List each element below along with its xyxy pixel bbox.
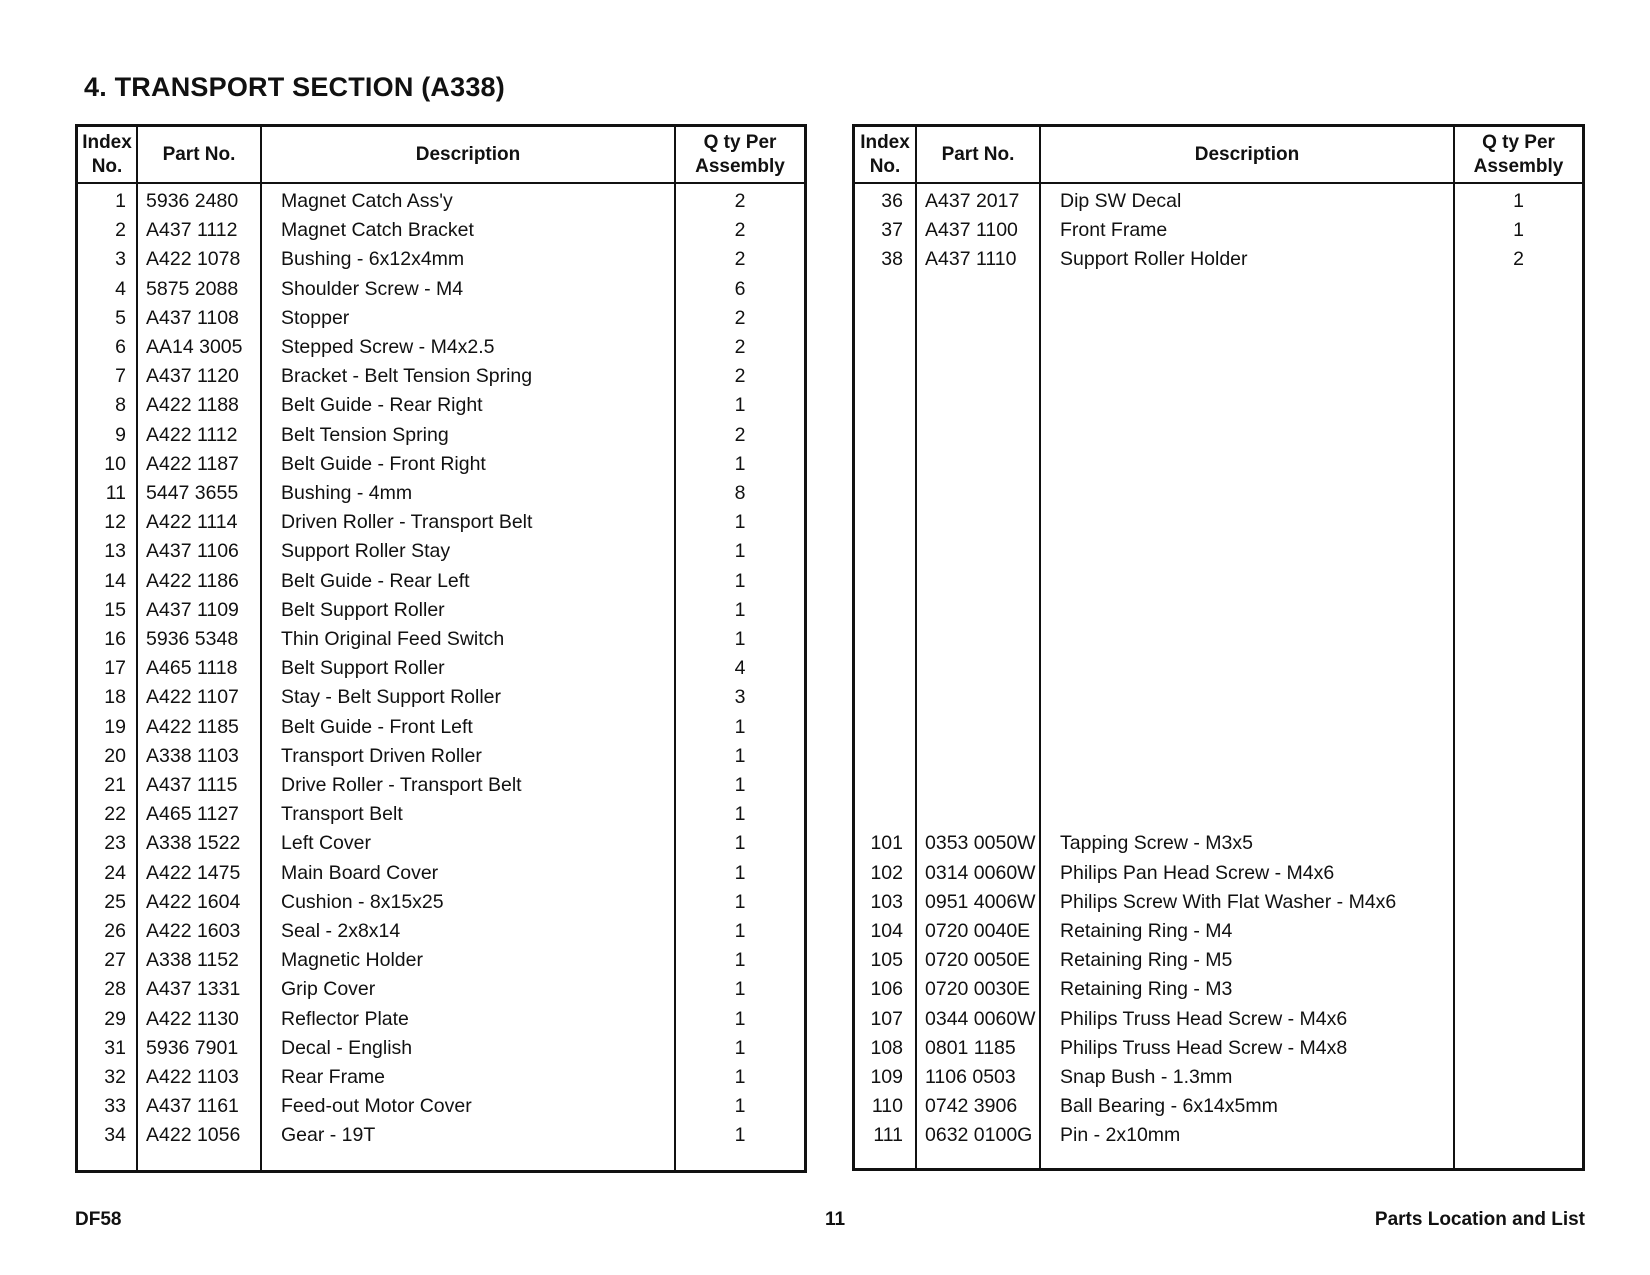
part-no-cell: AA14 3005	[146, 336, 243, 358]
table-row	[78, 625, 804, 654]
part-no-cell: 5936 2480	[146, 190, 239, 212]
header-index: Index No.	[82, 131, 132, 177]
part-no-cell: 0801 1185	[925, 1036, 1016, 1059]
part-no-cell: 0353 0050W	[925, 832, 1036, 855]
table-row	[855, 946, 1582, 975]
part-no-cell: 5447 3655	[146, 482, 239, 504]
index-cell: 5	[115, 306, 126, 329]
parts-table-left	[75, 124, 807, 1173]
part-no-cell: A338 1103	[146, 744, 239, 767]
description-cell: Transport Belt	[281, 803, 403, 826]
index-cell: 15	[104, 598, 126, 621]
part-no-cell: A437 1331	[146, 978, 241, 1001]
part-no-cell: 0720 0040E	[925, 920, 1031, 942]
index-cell: 25	[104, 890, 126, 913]
part-no-cell: A465 1127	[146, 803, 239, 826]
table-row	[78, 450, 804, 479]
description-cell: Philips Screw With Flat Washer - M4x6	[1060, 890, 1397, 913]
qty-cell: 6	[734, 277, 746, 300]
description-cell: Belt Guide - Front Right	[281, 452, 486, 475]
part-no-cell: 0632 0100G	[925, 1124, 1033, 1147]
table-row	[78, 800, 804, 829]
index-cell: 27	[104, 949, 126, 972]
description-cell: Bracket - Belt Tension Spring	[281, 365, 533, 388]
qty-cell: 2	[734, 365, 746, 388]
index-cell: 108	[870, 1036, 903, 1059]
description-cell: Cushion - 8x15x25	[281, 890, 444, 913]
description-cell: Belt Support Roller	[281, 598, 445, 621]
footer-section: Parts Location and List	[1374, 1209, 1585, 1230]
qty-cell: 1	[734, 1124, 746, 1147]
index-cell: 11	[105, 482, 126, 504]
table-row	[78, 245, 804, 274]
description-cell: Dip SW Decal	[1060, 190, 1182, 212]
table-row	[78, 1063, 804, 1092]
description-cell: Main Board Cover	[281, 861, 439, 884]
description-cell: Rear Frame	[281, 1066, 386, 1088]
part-no-cell: A437 2017	[925, 190, 1020, 212]
description-cell: Ball Bearing - 6x14x5mm	[1060, 1095, 1278, 1118]
qty-cell: 1	[1513, 190, 1524, 212]
description-cell: Stepped Screw - M4x2.5	[281, 336, 495, 358]
qty-cell: 1	[734, 920, 746, 942]
qty-cell: 1	[1513, 219, 1524, 242]
part-no-cell: A422 1604	[146, 890, 241, 913]
part-no-cell: 0742 3906	[925, 1095, 1018, 1118]
description-cell: Reflector Plate	[281, 1007, 409, 1030]
index-cell: 21	[104, 774, 126, 796]
part-no-cell: A437 1100	[925, 219, 1018, 242]
part-no-cell: A437 1112	[146, 219, 238, 242]
header-qty: Q ty Per Assembly	[1473, 131, 1564, 177]
part-no-cell: A422 1185	[146, 715, 239, 738]
index-cell: 16	[104, 628, 126, 650]
index-cell: 38	[881, 248, 903, 271]
qty-cell: 3	[734, 686, 746, 709]
description-cell: Stopper	[281, 306, 350, 329]
part-no-cell: A422 1056	[146, 1124, 241, 1147]
header-index: Index No.	[860, 131, 910, 177]
index-cell: 22	[104, 803, 126, 826]
index-cell: 107	[870, 1007, 903, 1030]
index-cell: 104	[870, 920, 903, 942]
qty-cell: 1	[734, 1007, 746, 1030]
table-row	[78, 654, 804, 683]
table-row	[78, 479, 804, 508]
table-row	[78, 508, 804, 537]
part-no-cell: A437 1109	[146, 598, 239, 621]
index-cell: 17	[104, 657, 126, 680]
part-no-cell: A437 1110	[925, 248, 1017, 271]
qty-cell: 1	[734, 598, 746, 621]
qty-cell: 1	[734, 540, 746, 563]
table-row	[78, 946, 804, 975]
header-part-no: Part No.	[162, 143, 236, 165]
description-cell: Gear - 19T	[281, 1124, 376, 1147]
table-row	[855, 1121, 1582, 1150]
index-cell: 19	[104, 715, 126, 738]
description-cell: Philips Truss Head Screw - M4x6	[1060, 1007, 1348, 1030]
index-cell: 36	[881, 190, 903, 212]
table-row	[855, 216, 1582, 245]
table-row	[855, 245, 1582, 274]
index-cell: 6	[115, 336, 126, 358]
part-no-cell: 5875 2088	[146, 277, 239, 300]
table-row	[78, 1005, 804, 1034]
table-row	[855, 917, 1582, 946]
table-row	[855, 187, 1582, 216]
qty-cell: 2	[734, 190, 746, 212]
description-cell: Belt Support Roller	[281, 657, 445, 680]
description-cell: Support Roller Holder	[1060, 248, 1248, 271]
description-cell: Belt Guide - Rear Left	[281, 569, 470, 592]
part-no-cell: 0344 0060W	[925, 1007, 1036, 1030]
part-no-cell: 0720 0030E	[925, 978, 1031, 1001]
part-no-cell: A437 1120	[146, 365, 239, 388]
part-no-cell: A422 1187	[146, 452, 239, 475]
part-no-cell: A422 1114	[146, 511, 238, 534]
footer-model: DF58	[75, 1209, 122, 1230]
part-no-cell: A437 1115	[146, 774, 238, 796]
index-cell: 26	[104, 920, 126, 942]
qty-cell: 1	[734, 1095, 746, 1118]
table-row	[855, 888, 1582, 917]
index-cell: 24	[104, 861, 126, 884]
index-cell: 109	[870, 1066, 903, 1088]
table-row	[78, 713, 804, 742]
description-cell: Seal - 2x8x14	[281, 920, 401, 942]
table-row	[78, 216, 804, 245]
description-cell: Transport Driven Roller	[281, 744, 482, 767]
index-cell: 102	[870, 861, 903, 884]
qty-cell: 1	[734, 861, 746, 884]
description-cell: Philips Pan Head Screw - M4x6	[1060, 861, 1335, 884]
index-cell: 110	[871, 1095, 903, 1118]
index-cell: 31	[104, 1036, 126, 1059]
part-no-cell: 1106 0503	[925, 1066, 1016, 1088]
index-cell: 33	[104, 1095, 126, 1118]
part-no-cell: A422 1130	[146, 1007, 239, 1030]
part-no-cell: A338 1522	[146, 832, 241, 855]
table-row	[78, 917, 804, 946]
index-cell: 111	[873, 1124, 903, 1147]
index-cell: 23	[104, 832, 126, 855]
description-cell: Left Cover	[281, 832, 371, 855]
table-row	[855, 1005, 1582, 1034]
index-cell: 9	[115, 423, 126, 446]
part-no-cell: A437 1108	[146, 306, 239, 329]
index-cell: 32	[104, 1066, 126, 1088]
index-cell: 105	[870, 949, 903, 972]
part-no-cell: A338 1152	[146, 949, 239, 972]
description-cell: Feed-out Motor Cover	[281, 1095, 472, 1118]
qty-cell: 1	[734, 1036, 746, 1059]
table-row	[78, 537, 804, 566]
table-row	[78, 742, 804, 771]
qty-cell: 1	[734, 949, 746, 972]
qty-cell: 1	[734, 978, 746, 1001]
table-row	[78, 859, 804, 888]
description-cell: Retaining Ring - M3	[1060, 978, 1233, 1001]
table-row	[78, 771, 804, 800]
part-no-cell: A422 1603	[146, 920, 241, 942]
index-cell: 2	[115, 219, 126, 242]
description-cell: Grip Cover	[281, 978, 376, 1001]
qty-cell: 1	[734, 628, 746, 650]
table-row	[78, 421, 804, 450]
part-no-cell: A422 1103	[146, 1066, 239, 1088]
part-no-cell: A437 1106	[146, 540, 239, 563]
description-cell: Thin Original Feed Switch	[281, 628, 505, 650]
table-row	[855, 975, 1582, 1004]
qty-cell: 4	[734, 657, 746, 680]
qty-cell: 1	[734, 394, 746, 417]
header-divider	[78, 182, 804, 184]
header-description: Description	[1194, 143, 1300, 165]
footer-page-number: 11	[824, 1209, 846, 1230]
part-no-cell: 0720 0050E	[925, 949, 1031, 972]
table-row	[78, 975, 804, 1004]
qty-cell: 1	[734, 774, 746, 796]
qty-cell: 1	[734, 715, 746, 738]
description-cell: Decal - English	[281, 1036, 413, 1059]
table-row	[78, 275, 804, 304]
table-row	[855, 859, 1582, 888]
parts-table-right	[852, 124, 1585, 1171]
qty-cell: 1	[734, 1066, 746, 1088]
index-cell: 13	[104, 540, 126, 563]
description-cell: Magnetic Holder	[281, 949, 423, 972]
index-cell: 7	[115, 365, 126, 388]
index-cell: 106	[870, 978, 903, 1001]
part-no-cell: A422 1186	[146, 569, 239, 592]
qty-cell: 1	[734, 569, 746, 592]
description-cell: Support Roller Stay	[281, 540, 451, 563]
table-row	[855, 1063, 1582, 1092]
qty-cell: 2	[734, 336, 746, 358]
description-cell: Magnet Catch Bracket	[281, 219, 474, 242]
part-no-cell: 5936 5348	[146, 628, 239, 650]
table-row	[855, 829, 1582, 858]
part-no-cell: A437 1161	[146, 1095, 239, 1118]
qty-cell: 8	[734, 482, 746, 504]
table-row	[78, 187, 804, 216]
table-row	[78, 1034, 804, 1063]
table-row	[78, 1092, 804, 1121]
part-no-cell: 0314 0060W	[925, 861, 1036, 884]
description-cell: Bushing - 4mm	[281, 482, 413, 504]
qty-cell: 2	[1513, 248, 1524, 271]
part-no-cell: A465 1118	[146, 657, 238, 680]
header-part-no: Part No.	[941, 143, 1015, 165]
index-cell: 8	[115, 394, 126, 417]
description-cell: Retaining Ring - M4	[1060, 920, 1233, 942]
index-cell: 103	[870, 890, 903, 913]
header-description: Description	[415, 143, 521, 165]
table-row	[78, 888, 804, 917]
index-cell: 3	[115, 248, 126, 271]
qty-cell: 2	[734, 423, 746, 446]
description-cell: Drive Roller - Transport Belt	[281, 774, 522, 796]
part-no-cell: 5936 7901	[146, 1036, 239, 1059]
part-no-cell: A422 1078	[146, 248, 241, 271]
index-cell: 37	[881, 219, 903, 242]
index-cell: 29	[104, 1007, 126, 1030]
index-cell: 101	[870, 832, 903, 855]
table-row	[78, 304, 804, 333]
description-cell: Shoulder Screw - M4	[281, 277, 464, 300]
index-cell: 28	[104, 978, 126, 1001]
header-qty: Q ty Per Assembly	[695, 131, 785, 177]
description-cell: Philips Truss Head Screw - M4x8	[1060, 1036, 1348, 1059]
table-row	[78, 596, 804, 625]
description-cell: Belt Tension Spring	[281, 423, 449, 446]
table-row	[855, 1092, 1582, 1121]
qty-cell: 1	[734, 511, 746, 534]
description-cell: Snap Bush - 1.3mm	[1060, 1066, 1233, 1088]
description-cell: Magnet Catch Ass'y	[281, 190, 453, 212]
table-row	[78, 333, 804, 362]
qty-cell: 1	[734, 744, 746, 767]
table-row	[78, 391, 804, 420]
qty-cell: 2	[734, 219, 746, 242]
description-cell: Pin - 2x10mm	[1060, 1124, 1181, 1147]
description-cell: Stay - Belt Support Roller	[281, 686, 502, 709]
qty-cell: 1	[734, 803, 746, 826]
table-row	[78, 362, 804, 391]
part-no-cell: A422 1475	[146, 861, 241, 884]
qty-cell: 1	[734, 890, 746, 913]
index-cell: 34	[104, 1124, 126, 1147]
description-cell: Tapping Screw - M3x5	[1060, 832, 1253, 855]
table-row	[855, 1034, 1582, 1063]
table-row	[78, 567, 804, 596]
qty-cell: 1	[734, 832, 746, 855]
part-no-cell: A422 1107	[146, 686, 239, 709]
header-divider	[855, 182, 1582, 184]
index-cell: 1	[115, 190, 126, 212]
index-cell: 12	[104, 511, 126, 534]
index-cell: 14	[104, 569, 126, 592]
description-cell: Driven Roller - Transport Belt	[281, 511, 533, 534]
part-no-cell: A422 1188	[146, 394, 239, 417]
table-row	[78, 683, 804, 712]
description-cell: Front Frame	[1060, 219, 1168, 242]
part-no-cell: 0951 4006W	[925, 890, 1036, 913]
qty-cell: 2	[734, 306, 746, 329]
index-cell: 4	[115, 277, 126, 300]
description-cell: Retaining Ring - M5	[1060, 949, 1233, 972]
page-title: 4. TRANSPORT SECTION (A338)	[84, 72, 505, 102]
description-cell: Belt Guide - Front Left	[281, 715, 473, 738]
index-cell: 18	[104, 686, 126, 709]
description-cell: Bushing - 6x12x4mm	[281, 248, 465, 271]
index-cell: 10	[104, 452, 126, 475]
qty-cell: 1	[734, 452, 746, 475]
part-no-cell: A422 1112	[146, 423, 238, 446]
table-row	[78, 829, 804, 858]
table-row	[78, 1121, 804, 1150]
qty-cell: 2	[734, 248, 746, 271]
index-cell: 20	[104, 744, 126, 767]
description-cell: Belt Guide - Rear Right	[281, 394, 483, 417]
